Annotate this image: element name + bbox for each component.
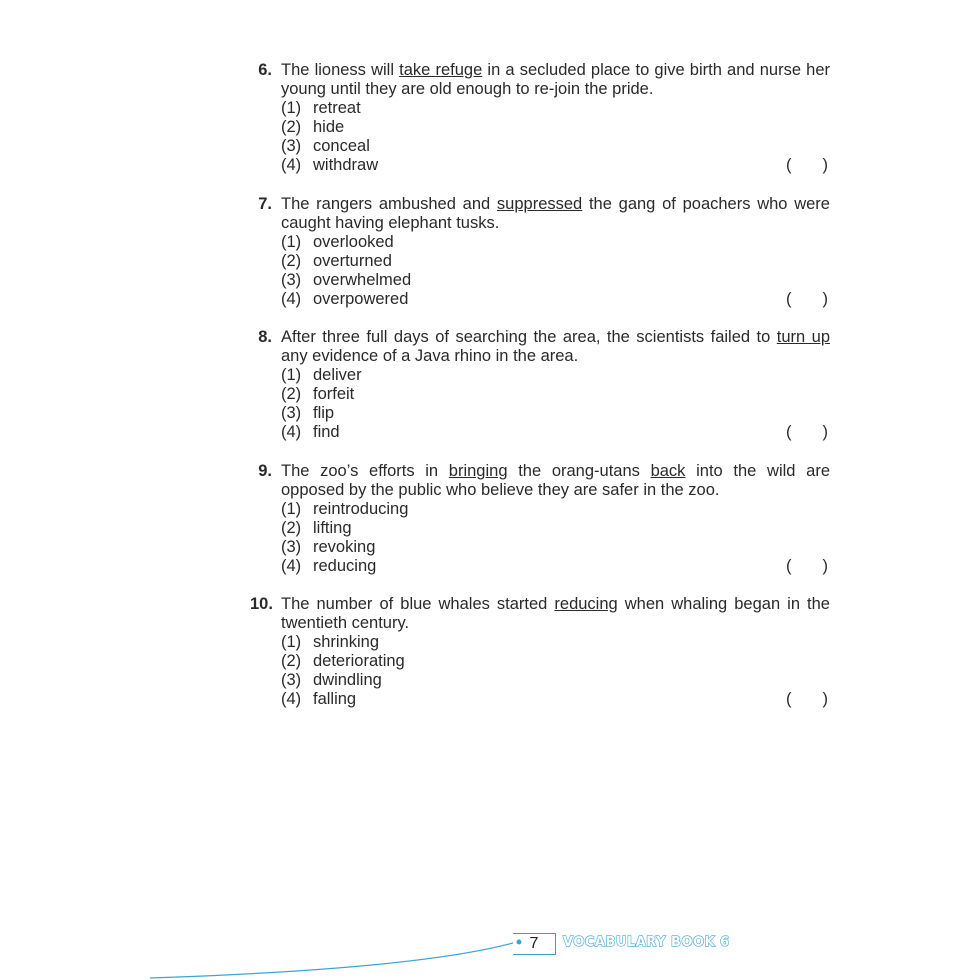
option-2[interactable]: (2) forfeit bbox=[281, 385, 355, 403]
footer-decorative-curve bbox=[0, 900, 980, 980]
question-number: 7. bbox=[258, 195, 272, 213]
book-title: VOCABULARY BOOK 6 bbox=[563, 935, 730, 950]
answer-bracket[interactable]: ( ) bbox=[786, 690, 828, 708]
option-3[interactable]: (3) revoking bbox=[281, 538, 376, 556]
options-list bbox=[281, 233, 830, 309]
question-stem: The number of blue whales started reducing when whaling began in the twentieth century. bbox=[281, 595, 830, 632]
option-3[interactable]: (3) conceal bbox=[281, 137, 370, 155]
option-3[interactable]: (3) dwindling bbox=[281, 671, 382, 689]
option-1[interactable]: (1) overlooked bbox=[281, 233, 394, 251]
option-2[interactable]: (2) deteriorating bbox=[281, 652, 405, 670]
question-number: 8. bbox=[258, 328, 272, 346]
option-4[interactable]: (4) reducing bbox=[281, 557, 377, 575]
options-list bbox=[281, 366, 830, 442]
option-2[interactable]: (2) overturned bbox=[281, 252, 392, 270]
question-number: 6. bbox=[258, 61, 272, 79]
answer-bracket[interactable]: ( ) bbox=[786, 290, 828, 308]
underlined-phrase: suppressed bbox=[496, 195, 583, 213]
question-8 bbox=[250, 328, 830, 442]
underlined-phrase: reducing bbox=[554, 595, 618, 613]
answer-bracket[interactable]: ( ) bbox=[786, 557, 828, 575]
question-9 bbox=[250, 462, 830, 576]
question-6 bbox=[250, 61, 830, 175]
question-number: 9. bbox=[258, 462, 272, 480]
option-3[interactable]: (3) overwhelmed bbox=[281, 271, 412, 289]
underlined-phrase: bringing bbox=[448, 462, 508, 480]
underlined-phrase: turn up bbox=[776, 328, 830, 346]
option-1[interactable]: (1) retreat bbox=[281, 99, 361, 117]
option-4[interactable]: (4) falling bbox=[281, 690, 357, 708]
underlined-phrase: back bbox=[650, 462, 686, 480]
option-1[interactable]: (1) deliver bbox=[281, 366, 362, 384]
question-7 bbox=[250, 195, 830, 309]
underlined-phrase: take refuge bbox=[399, 61, 483, 79]
option-4[interactable]: (4) withdraw bbox=[281, 156, 379, 174]
options-list bbox=[281, 99, 830, 175]
question-stem: The lioness will take refuge in a secluded place to give birth and nurse her young until they are old enough to re-join the pride. bbox=[281, 61, 830, 98]
question-stem: The zoo’s efforts in bringing the orang-utans back into the wild are opposed by the public who believe they are safer in the zoo. bbox=[281, 462, 830, 499]
options-list bbox=[281, 633, 830, 709]
option-4[interactable]: (4) find bbox=[281, 423, 340, 441]
page-number: 7 bbox=[513, 933, 556, 955]
question-stem: After three full days of searching the area, the scientists failed to turn up any evidence of a Java rhino in the area. bbox=[281, 328, 830, 365]
answer-bracket[interactable]: ( ) bbox=[786, 423, 828, 441]
option-2[interactable]: (2) lifting bbox=[281, 519, 352, 537]
option-1[interactable]: (1) reintroducing bbox=[281, 500, 409, 518]
option-3[interactable]: (3) flip bbox=[281, 404, 335, 422]
question-10 bbox=[250, 595, 830, 709]
option-1[interactable]: (1) shrinking bbox=[281, 633, 380, 651]
option-4[interactable]: (4) overpowered bbox=[281, 290, 409, 308]
question-stem: The rangers ambushed and suppressed the gang of poachers who were caught having elephant tusks. bbox=[281, 195, 830, 232]
question-number: 10. bbox=[250, 595, 273, 613]
options-list bbox=[281, 500, 830, 576]
option-2[interactable]: (2) hide bbox=[281, 118, 345, 136]
answer-bracket[interactable]: ( ) bbox=[786, 156, 828, 174]
